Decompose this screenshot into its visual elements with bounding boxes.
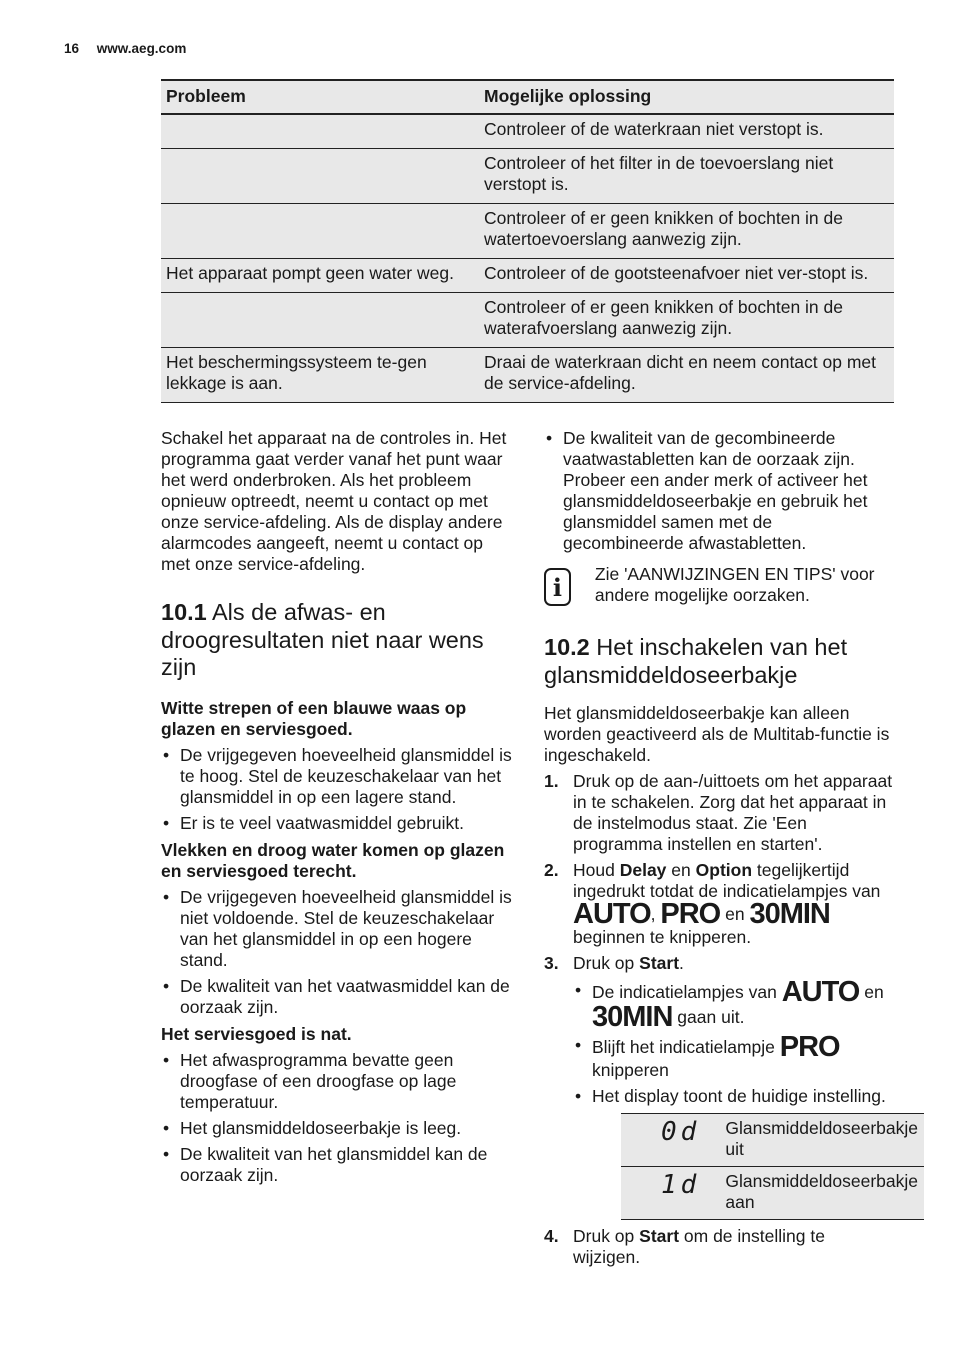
table-row (621, 1114, 924, 1167)
auto-indicator-icon: AUTO (781, 976, 860, 1008)
solution-cell: Draai de waterkraan dicht en neem contact op met de service-afdeling. (473, 348, 894, 403)
section-intro: Het glansmiddeldoseerbakje kan alleen worden geactiveerd als de Multitab-functie is ingeschakeld. (544, 703, 890, 765)
table-row (621, 1167, 924, 1220)
list-item: • De vrijgegeven hoeveelheid glansmiddel is te hoog. Stel de keuzeschakelaar van het glansmiddel in op een lagere stand. (161, 745, 513, 808)
list-item: • Blijft het indicatielampje PRO knipperen (573, 1035, 896, 1081)
table-row (161, 149, 894, 204)
30min-indicator-icon: 30MIN (749, 898, 830, 930)
section-number: 10.2 (544, 634, 590, 660)
start-button-label: Start (639, 1226, 680, 1246)
solution-cell: Controleer of er geen knikken of bochten in de waterafvoerslang aanwezig zijn. (473, 293, 894, 348)
list-item: • Het afwasprogramma bevatte geen droogfase of een droogfase op lage temperatuur. (161, 1050, 513, 1113)
info-text: Zie 'AANWIJZINGEN EN TIPS' voor andere mogelijke oorzaken. (594, 564, 875, 605)
table-header-row (161, 80, 894, 114)
bullet-list (544, 428, 896, 554)
display-code: 0d (621, 1114, 719, 1167)
problem-cell (161, 114, 473, 149)
list-item: • De kwaliteit van de gecombineerde vaatwastabletten kan de oorzaak zijn. Probeer een ander merk of activeer het glansmiddeldoseerbakje en gebruik het glansmiddel samen met de gecombineerde afwastabletten. (544, 428, 896, 554)
problem-cell (161, 293, 473, 348)
option-button-label: Option (695, 860, 753, 880)
solution-cell: Controleer of het filter in de toevoerslang niet verstopt is. (473, 149, 894, 204)
info-icon: i (544, 568, 571, 606)
problem-cell: Het beschermingssysteem te-gen lekkage is aan. (161, 348, 473, 403)
right-column (544, 428, 918, 1273)
bullet-list (161, 745, 513, 834)
section-number: 10.1 (161, 599, 207, 625)
step-2: 2. Houd Delay en Option tegelijkertijd ingedrukt totdat de indicatielampjes van AUTO, PRO en 30MIN beginnen te knipperen. (544, 860, 881, 947)
list-item: • De vrijgegeven hoeveelheid glansmiddel is niet voldoende. Stel de keuzeschakelaar van het glansmiddel in op een hogere stand. (161, 887, 513, 971)
display-code: 1d (621, 1167, 719, 1220)
display-settings-table (621, 1113, 924, 1220)
solution-cell: Controleer of er geen knikken of bochten in de watertoevoerslang aanwezig zijn. (473, 204, 894, 259)
subheading-wet-dishes: Het serviesgoed is nat. (161, 1023, 352, 1044)
website-url: www.aeg.com (96, 41, 187, 56)
problem-cell: Het apparaat pompt geen water weg. (161, 259, 473, 293)
bullet-list (161, 1050, 513, 1186)
auto-indicator-icon: AUTO (573, 898, 651, 930)
step-1: 1. Druk op de aan-/uittoets om het apparaat in te schakelen. Zorg dat het apparaat in de instelmodus staat. Zie 'Een programma instellen en starten'. (544, 771, 893, 854)
display-description: Glansmiddeldoseerbakje uit (719, 1114, 924, 1167)
problem-cell (161, 149, 473, 204)
section-title: Als de afwas- en droogresultaten niet naar wens zijn (161, 599, 484, 680)
bullet-list (161, 887, 513, 1018)
30min-indicator-icon: 30MIN (592, 1001, 673, 1033)
problem-cell (161, 204, 473, 259)
table-row (161, 348, 894, 403)
list-item: • De kwaliteit van het glansmiddel kan de oorzaak zijn. (161, 1144, 513, 1186)
section-title: Het inschakelen van het glansmiddeldoseerbakje (544, 634, 848, 688)
table-row (161, 293, 894, 348)
subheading-stains: Vlekken en droog water komen op glazen en serviesgoed terecht. (161, 839, 505, 881)
table-row (161, 114, 894, 149)
step-4: 4. Druk op Start om de instelling te wijzigen. (544, 1226, 825, 1267)
steps-list (544, 771, 918, 1268)
list-item: • Het glansmiddeldoseerbakje is leeg. (161, 1118, 513, 1139)
solution-cell: Controleer of de gootsteenafvoer niet ver-stopt is. (473, 259, 894, 293)
bullet-list (573, 976, 896, 1107)
step-3: 3. Druk op Start. • De indicatielampjes van AUTO en 30MIN gaan uit. • Blijft het indicatielampje PRO knipperen • Het display toont de huidige instelling. 0d Glansmiddeldoseerbakje uit 1d Glansmiddeldoseerbakje aan (544, 953, 896, 1220)
page-number: 16 (64, 41, 80, 56)
subheading-white-streaks: Witte strepen of een blauwe waas op glazen en serviesgoed. (161, 697, 467, 739)
column-header-solution: Mogelijke oplossing (473, 80, 894, 114)
solution-cell: Controleer of de waterkraan niet verstopt is. (473, 114, 894, 149)
table-row (161, 204, 894, 259)
column-header-problem: Probleem (161, 80, 473, 114)
list-item: • Het display toont de huidige instelling. (573, 1086, 896, 1107)
table-row (161, 259, 894, 293)
page-header (64, 38, 200, 59)
list-item: • De indicatielampjes van AUTO en 30MIN gaan uit. (573, 980, 896, 1030)
start-button-label: Start (639, 953, 680, 973)
list-item: • Er is te veel vaatwasmiddel gebruikt. (161, 813, 513, 834)
display-description: Glansmiddeldoseerbakje aan (719, 1167, 924, 1220)
pro-indicator-icon: PRO (660, 898, 721, 930)
left-column (161, 428, 513, 1191)
delay-button-label: Delay (619, 860, 667, 880)
section-heading-10-2 (544, 634, 896, 689)
intro-paragraph: Schakel het apparaat na de controles in. Het programma gaat verder vanaf het punt waar het werd onderbroken. Als het probleem opnieuw optreedt, neemt u contact op met onze service-afdeling. Als de display andere alarmcodes aangeeft, neemt u contact op met onze service-afdeling. (161, 428, 507, 574)
step-text: Druk op de aan-/uittoets om het apparaat in te schakelen. Zorg dat het apparaat in de instelmodus staat. Zie 'Een programma instellen en starten'. (573, 771, 893, 854)
info-note (544, 564, 896, 606)
section-heading-10-1 (161, 599, 513, 682)
troubleshooting-table (161, 79, 894, 403)
pro-indicator-icon: PRO (779, 1031, 840, 1063)
list-item: • De kwaliteit van het vaatwasmiddel kan de oorzaak zijn. (161, 976, 513, 1018)
